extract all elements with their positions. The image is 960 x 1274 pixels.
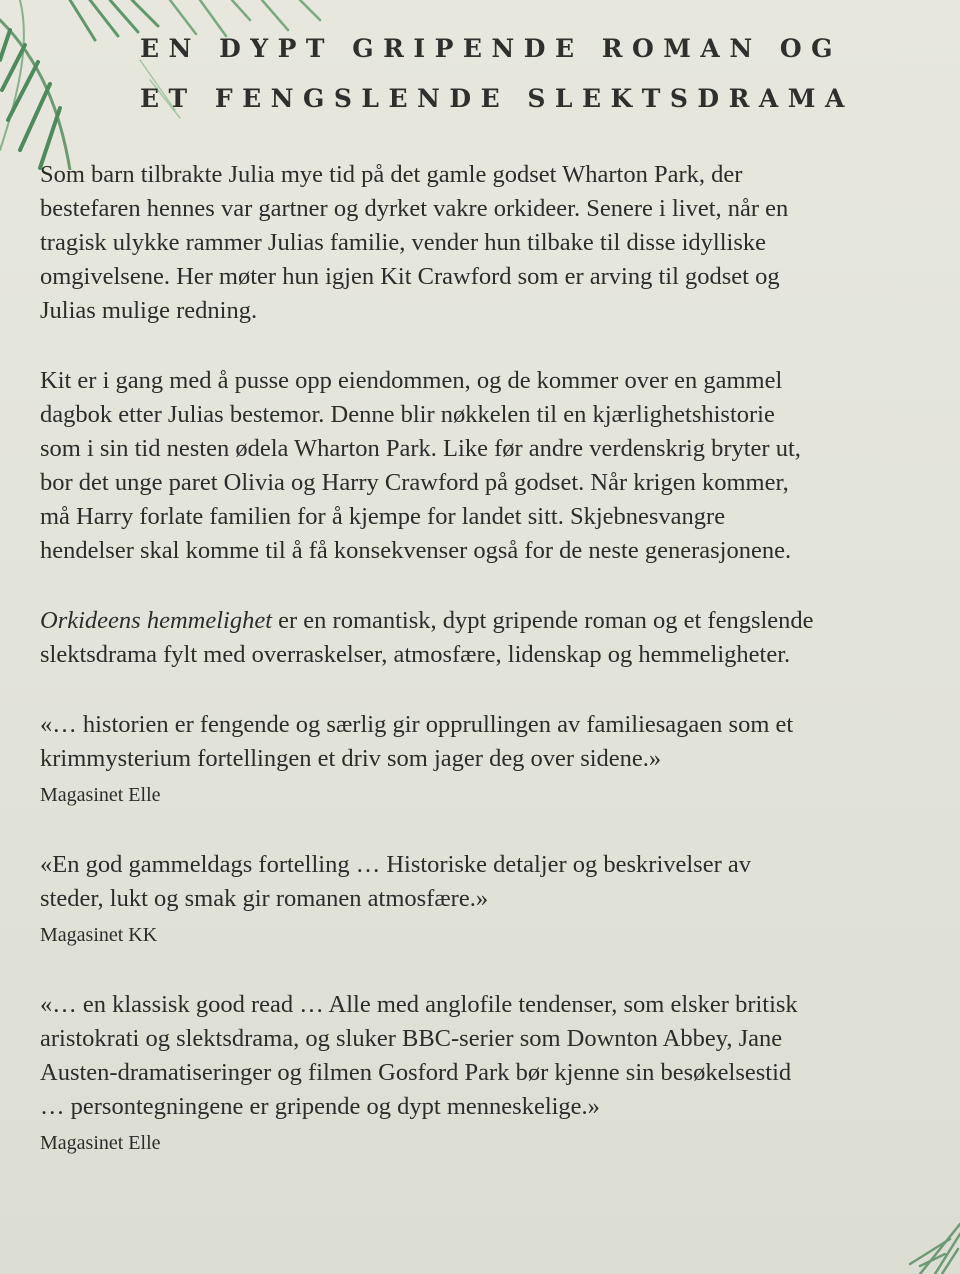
text-line: dagbok etter Julias bestemor. Denne blir nøkkelen til en kjærlighetshistorie [40, 401, 775, 428]
quote-line: krimmysterium fortellingen et driv som jager deg over sidene.» [40, 745, 662, 772]
text-line: slektsdrama fylt med overraskelser, atmosfære, lidenskap og hemmeligheter. [40, 641, 791, 668]
quote-line: «… historien er fengende og særlig gir opprullingen av familiesagaen som et [40, 711, 794, 738]
text-line: Kit er i gang med å pusse opp eiendommen, og de kommer over en gammel [40, 367, 783, 394]
palm-leaf-decoration-bottom [880, 1204, 960, 1274]
book-tagline-heading [140, 24, 920, 124]
summary-paragraph-1 [40, 158, 940, 328]
back-cover-text [40, 158, 940, 1160]
book-title: Orkideens hemmelighet [40, 607, 272, 634]
summary-paragraph-3 [40, 604, 940, 672]
text-line: tragisk ulykke rammer Julias familie, vender hun tilbake til disse idylliske [40, 229, 766, 256]
text-line [40, 604, 940, 638]
text-line: Som barn tilbrakte Julia mye tid på det gamle godset Wharton Park, der [40, 161, 743, 188]
quote-line: «En god gammeldags fortelling … Historiske detaljer og beskrivelser av [40, 851, 752, 878]
quote-line: … persontegningene er gripende og dypt menneskelige.» [40, 1093, 600, 1120]
quote-source: Magasinet Elle [40, 784, 161, 806]
text-line: bestefaren hennes var gartner og dyrket vakre orkideer. Senere i livet, når en [40, 195, 789, 222]
quote-source: Magasinet Elle [40, 1132, 161, 1154]
text-line: bor det unge paret Olivia og Harry Crawford på godset. Når krigen kommer, [40, 469, 789, 496]
quote-line: aristokrati og slektsdrama, og sluker BBC-serier som Downton Abbey, Jane [40, 1025, 783, 1052]
text-line: som i sin tid nesten ødela Wharton Park. Like før andre verdenskrig bryter ut, [40, 435, 801, 462]
summary-paragraph-2 [40, 364, 940, 568]
text-line: hendelser skal komme til å få konsekvenser også for de neste generasjonene. [40, 537, 792, 564]
review-quote-3 [40, 988, 940, 1160]
review-quote-1 [40, 708, 940, 812]
quote-line: Austen-dramatiseringer og filmen Gosford Park bør kjenne sin besøkelsestid [40, 1059, 792, 1086]
quote-line: «… en klassisk good read … Alle med anglofile tendenser, som elsker britisk [40, 991, 798, 1018]
quote-source: Magasinet KK [40, 924, 158, 946]
text-line: Julias mulige redning. [40, 297, 258, 324]
quote-line: steder, lukt og smak gir romanen atmosfære.» [40, 885, 489, 912]
text-line: må Harry forlate familien for å kjempe for landet sitt. Skjebnesvangre [40, 503, 726, 530]
text-fragment: er en romantisk, dypt gripende roman og et fengslende [272, 607, 814, 634]
heading-line-1: EN DYPT GRIPENDE ROMAN OG [140, 34, 843, 63]
review-quote-2 [40, 848, 940, 952]
text-line: omgivelsene. Her møter hun igjen Kit Crawford som er arving til godset og [40, 263, 780, 290]
heading-line-2: ET FENGSLENDE SLEKTSDRAMA [140, 84, 854, 113]
